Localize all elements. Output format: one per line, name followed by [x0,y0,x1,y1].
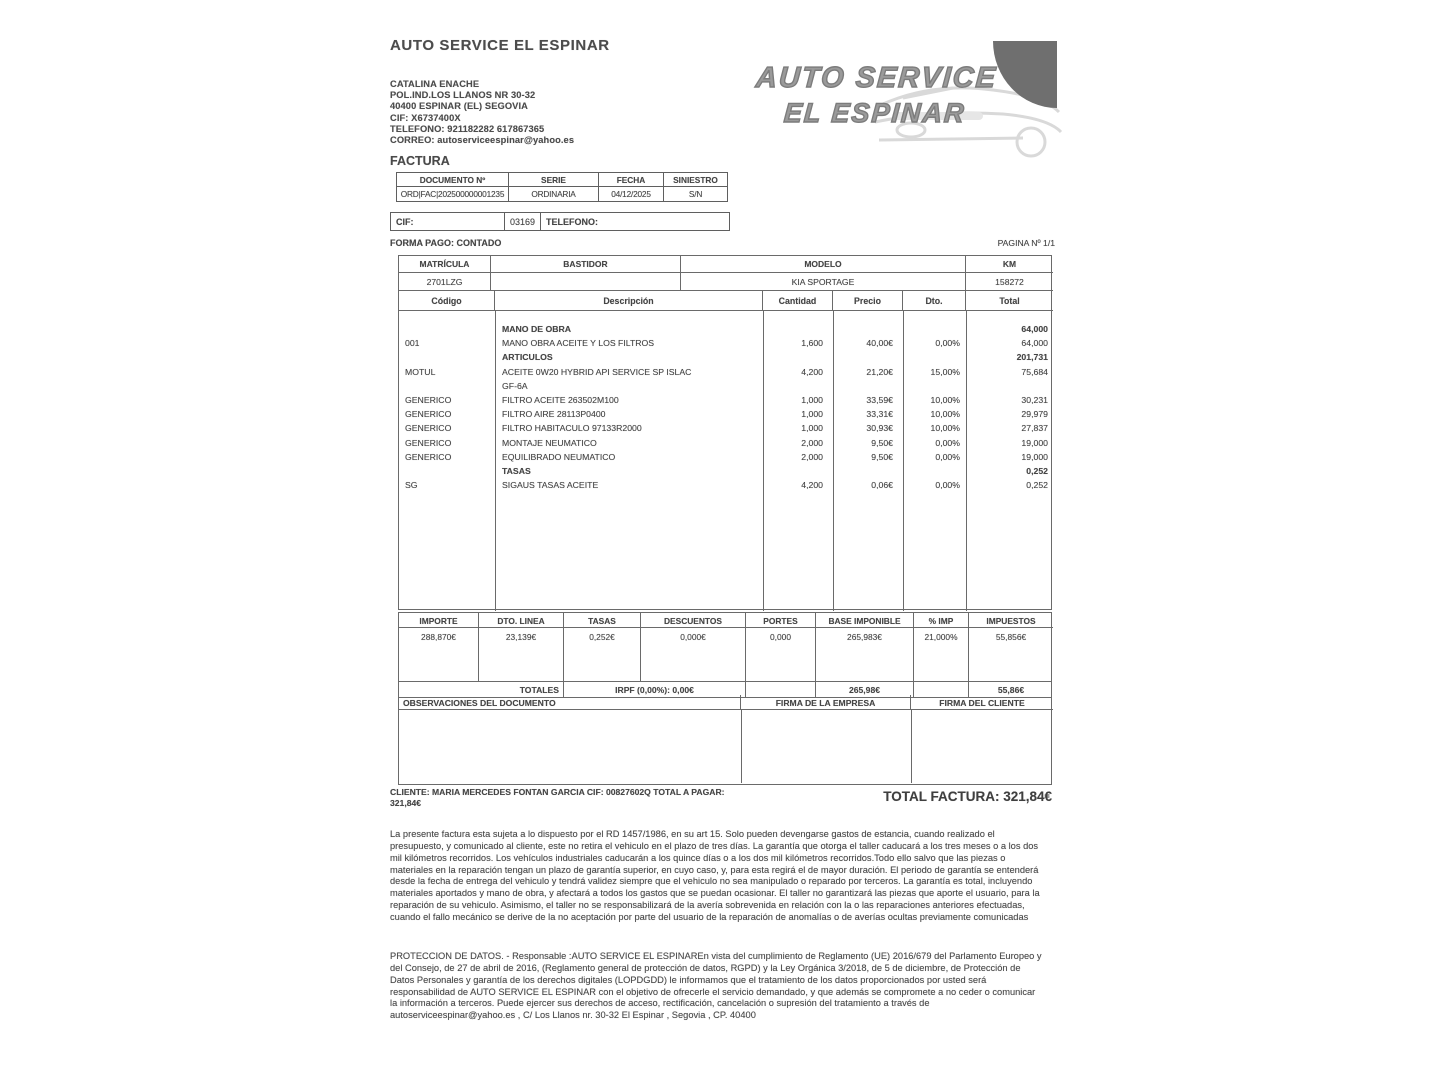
items-header-cell: Precio [833,291,903,311]
item-row [399,365,1051,393]
cif-code-cell: 03169 [505,213,541,230]
column-divider [495,311,496,611]
totals-header-cell: DTO. LINEA [479,613,564,628]
items-header-cell: Cantidad [763,291,833,311]
totals-header-cell: DESCUENTOS [641,613,746,628]
item-cell-price: 9,50€ [871,437,893,448]
column-divider [911,710,912,783]
item-cell-price: 33,59€ [866,395,893,406]
cif-label-cell: CIF: [391,213,505,230]
item-cell-code: GENERICO [405,395,452,406]
document-meta-value-cell: ORDINARIA [509,187,599,201]
totals-header-cell: BASE IMPONIBLE [816,613,914,628]
item-row [399,464,1051,478]
item-cell-tot: 19,000 [1021,451,1048,462]
logo-text-line2: EL ESPINAR [782,98,967,128]
item-cell-code [399,322,495,336]
item-row [399,436,1051,450]
item-row [399,421,1051,435]
totals-value-cell: 23,139€ [479,628,564,681]
item-cell-qty: 1,000 [801,409,823,420]
items-header-cell: Código [399,291,495,311]
item-cell-qty [763,464,833,478]
document-meta-value-row [397,187,727,201]
items-header-row [399,291,1051,311]
item-row [399,407,1051,421]
logo-text-line1: AUTO SERVICE [754,62,999,94]
item-cell-dto: 15,00% [930,366,960,377]
vehicle-header-cell: MATRÍCULA [399,256,491,273]
vehicle-header-cell: KM [966,256,1053,273]
item-cell-code: SG [405,480,418,491]
item-cell-dto: 0,00% [935,451,960,462]
item-cell-dto: 0,00% [935,480,960,491]
item-cell-desc: FILTRO ACEITE 263502M100 [502,395,619,406]
totals-value-cell: 21,000% [914,628,969,681]
document-meta-header-cell: DOCUMENTO Nº [397,173,509,187]
cif-phone-row [390,212,730,231]
document-meta-header-cell: FECHA [599,173,664,187]
column-divider [833,311,834,611]
items-header-cell: Descripción [495,291,763,311]
phone-label-cell: TELEFONO: [546,217,598,227]
document-meta-header-row [397,173,727,187]
totals-value-cell: 0,000 [746,628,816,681]
items-header-cell: Dto. [903,291,966,311]
item-cell-tot: 27,837 [1021,423,1048,434]
vehicle-value-cell [491,273,681,291]
vehicle-header-row [399,256,1051,273]
company-phone: TELEFONO: 921182282 617867365 [390,123,545,134]
item-cell-qty: 2,000 [801,437,823,448]
base-total-cell: 265,98€ [816,682,914,697]
totals-header-cell: % IMP [914,613,969,628]
item-cell-desc: EQUILIBRADO NEUMATICO [502,451,616,462]
vehicle-value-cell: KIA SPORTAGE [681,273,966,291]
document-meta-value-cell: ORD|FAC|202500000001235 [397,187,509,201]
document-meta-value-cell: 04/12/2025 [599,187,664,201]
irpf-cell: IRPF (0,00%): 0,00€ [564,682,746,697]
item-cell-price: 30,93€ [866,423,893,434]
totales-label: TOTALES [399,682,564,697]
client-signature-label: FIRMA DEL CLIENTE [911,695,1053,710]
item-cell-price: 40,00€ [866,338,893,349]
document-meta-header-cell: SERIE [509,173,599,187]
company-info-block [390,79,574,146]
item-cell-dto: 10,00% [930,395,960,406]
item-cell-code [399,350,495,364]
document-meta-value-cell: S/N [688,189,703,199]
vehicle-items-table [398,255,1052,610]
document-meta-header-cell: SINIESTRO [664,173,727,187]
signatures-table [398,695,1052,785]
item-cell-qty: 2,000 [801,451,823,462]
item-cell-price [833,322,903,336]
totals-value-cell: 288,870€ [399,628,479,681]
legal-text-data-protection: PROTECCION DE DATOS. - Responsable :AUTO SERVICE EL ESPINAREn vista del cumplimiento de Reglamento (UE) 2016/679 del Parlamento Europeo y del Consejo, de 27 de abril de 2016, (Reglamento general de protección de datos, RGPD) y la Ley Orgánica 3/2018, de 5 de diciembre, de Protección de Datos Personales y garantía de los derechos digitales (LOPDGDD) le informamos que el tratamiento de los datos proporcionados por usted será responsabilidad de AUTO SERVICE EL ESPINAR con el objetivo de ofrecerle el servicio demandado, y que además se compromete a no ceder o comunicar la información a terceros. Puede ejercer sus derechos de acceso, rectificación, cancelación o supresión del tratamiento a través de autoserviceespinar@yahoo.es , C/ Los Llanos nr. 30-32 El Espinar , Segovia , CP. 40400 [390,951,1042,1021]
company-address-line2: 40400 ESPINAR (EL) SEGOVIA [390,101,528,112]
item-cell-qty: 4,200 [801,480,823,491]
totals-header-cell: TASAS [564,613,641,628]
legal-text-warranty: La presente factura esta sujeta a lo dispuesto por el RD 1457/1986, en su art 15. Solo pueden devengarse gastos de estancia, cuando realizado el presupuesto, y comunicado al cliente, este no retira el vehiculo en el plazo de tres días. La garantía que otorga el taller caducará a los tres meses o a los dos mil kilómetros recorridos. Los vehículos industriales caducarán a los quince días o a los dos mil kilómetros recorridos.Todo ello salvo que las piezas o materiales en la reparación tengan un plazo de garantía superior, en cuyo caso, y, para esta regirá el de mayor duración. El periodo de garantía se entenderá desde la fecha de entrega del vehiculo y tendrá validez siempre que el vehiculo no sea manipulado o reparado por terceros. La garantía es total, incluyendo materiales aportados y mano de obra, y afectará a todos los gastos que se puedan ocasionar. El taller no garantizará las piezas que aporte el usuario, para la reparación de su vehiculo. Asimismo, el taller no se responsabilizará de la avería sobrevenida en relación con la o las reparaciones anteriores efectuadas, cuando el fallo mecánico se derive de la no aceptación por parte del usuario de la reparación de anomalías o de averías ocultas previamente comunicadas [390,829,1040,922]
items-body [399,311,1051,611]
item-cell-tot: 75,684 [1021,366,1048,377]
item-cell-code: GENERICO [405,451,452,462]
item-cell-tot: 64,000 [1021,324,1048,334]
item-cell-tot: 201,731 [1016,352,1048,363]
item-cell-desc: FILTRO HABITACULO 97133R2000 [502,423,642,434]
vehicle-value-cell: 158272 [966,273,1053,291]
item-cell-dto: 0,00% [935,437,960,448]
item-cell-code: MOTUL [405,366,436,377]
company-email: CORREO: autoserviceespinar@yahoo.es [390,135,575,146]
totals-value-cell: 0,252€ [564,628,641,681]
vehicle-header-cell: MODELO [681,256,966,273]
column-divider [903,311,904,611]
item-cell-qty [763,322,833,336]
item-cell-code [399,464,495,478]
item-cell-code: GENERICO [405,437,452,448]
item-cell-dto: 10,00% [930,423,960,434]
column-divider [741,710,742,783]
column-divider [763,311,764,611]
item-row [399,336,1051,350]
item-cell-desc: MANO DE OBRA [502,324,572,334]
vehicle-value-cell: 2701LZG [399,273,491,291]
item-cell-code: GENERICO [405,409,452,420]
client-summary [390,787,860,809]
item-cell-price: 0,06€ [871,480,893,491]
totals-header-cell: PORTES [746,613,816,628]
totals-table [398,612,1052,698]
item-cell-desc: TASAS [502,466,531,477]
item-cell-dto [903,322,966,336]
signatures-body [399,710,1051,783]
observations-label: OBSERVACIONES DEL DOCUMENTO [399,695,741,710]
item-cell-price: 21,20€ [866,366,893,377]
items-header-cell: Total [966,291,1053,311]
tax-total-cell: 55,86€ [997,685,1025,695]
totals-header-cell: IMPORTE [399,613,479,628]
totals-value-cell: 55,856€ [995,632,1027,642]
client-summary-line1: CLIENTE: MARIA MERCEDES FONTAN GARCIA CIF: 00827602Q TOTAL A PAGAR: [390,787,725,797]
column-divider [966,311,967,611]
item-cell-code: 001 [405,338,420,349]
item-cell-tot: 0,252 [1026,466,1048,477]
item-row [399,350,1051,364]
item-cell-dto [903,350,966,364]
company-signature-label: FIRMA DE LA EMPRESA [741,695,911,710]
item-cell-price: 9,50€ [871,451,893,462]
client-summary-line2: 321,84€ [390,798,422,808]
company-address-line1: POL.IND.LOS LLANOS NR 30-32 [390,90,536,101]
item-cell-tot: 0,252 [1026,480,1048,491]
item-cell-desc: MONTAJE NEUMATICO [502,437,597,448]
item-cell-desc: MANO OBRA ACEITE Y LOS FILTROS [502,338,655,349]
item-cell-qty: 1,600 [801,338,823,349]
item-cell-qty: 1,000 [801,423,823,434]
scanned-invoice-page [388,0,1060,1080]
item-cell-tot: 29,979 [1021,409,1048,420]
item-cell-price [833,350,903,364]
page-title: AUTO SERVICE EL ESPINAR [390,37,610,54]
totals-value-cell: 0,000€ [641,628,746,681]
item-cell-dto: 10,00% [930,409,960,420]
item-cell-desc: ACEITE 0W20 HYBRID API SERVICE SP ISLAC GF-6A [502,366,692,391]
signatures-header-row [399,695,1051,710]
invoice-heading: FACTURA [390,154,450,168]
item-row [399,478,1051,492]
item-cell-desc: SIGAUS TASAS ACEITE [502,480,599,491]
item-cell-tot: 64,000 [1021,338,1048,349]
item-cell-desc: FILTRO AIRE 28113P0400 [502,409,606,420]
totals-value-row [399,628,1051,681]
item-cell-qty [763,350,833,364]
item-row [399,393,1051,407]
item-cell-qty: 4,200 [801,366,823,377]
item-cell-price [833,464,903,478]
company-logo [756,36,1057,154]
item-cell-dto: 0,00% [935,338,960,349]
invoice-total: TOTAL FACTURA: 321,84€ [883,789,1052,804]
vehicle-value-row [399,273,1051,291]
totals-header-row [399,613,1051,628]
payment-method: FORMA PAGO: CONTADO [390,238,502,248]
item-cell-qty: 1,000 [801,395,823,406]
vehicle-header-cell: BASTIDOR [491,256,681,273]
totals-header-cell: IMPUESTOS [969,613,1053,628]
totals-value-cell: 265,983€ [816,628,914,681]
page-number: PAGINA Nº 1/1 [997,238,1055,248]
item-cell-dto [903,464,966,478]
item-cell-tot: 19,000 [1021,437,1048,448]
item-cell-code: GENERICO [405,423,452,434]
company-cif: CIF: X6737400X [390,112,461,123]
item-row [399,450,1051,464]
document-meta-table [396,172,728,202]
item-cell-desc: ARTICULOS [502,352,553,363]
company-owner: CATALINA ENACHE [390,79,480,89]
item-cell-price: 33,31€ [866,409,893,420]
item-row [399,322,1051,336]
item-cell-tot: 30,231 [1021,395,1048,406]
